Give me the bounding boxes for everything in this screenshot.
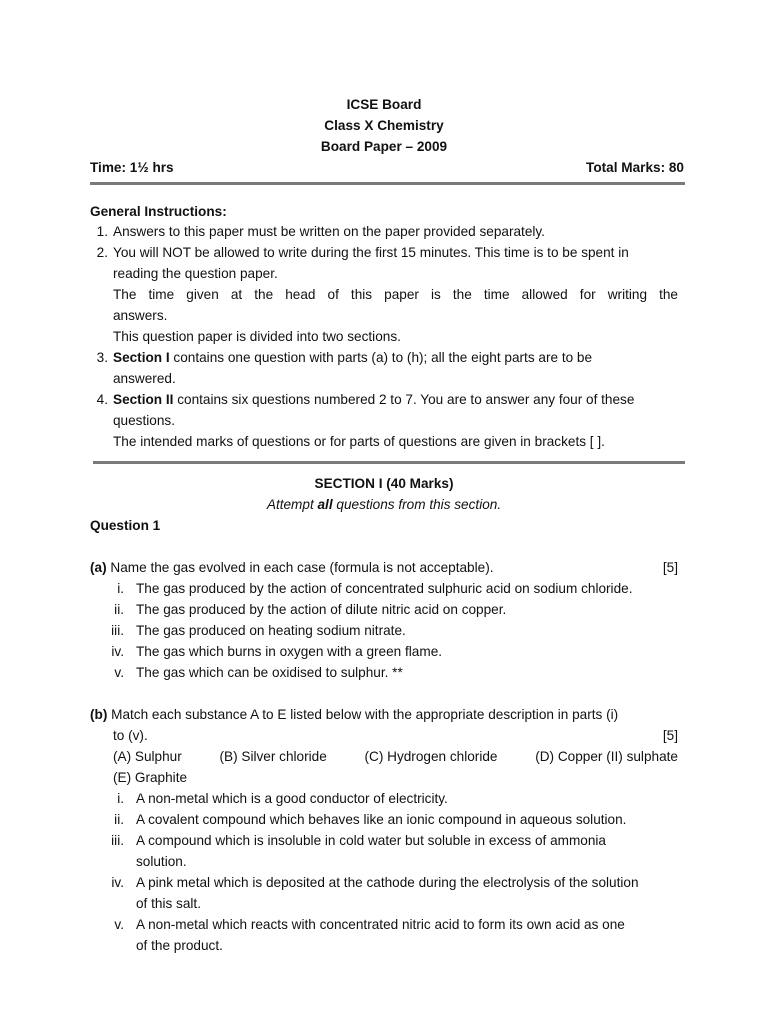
instruction-line: This question paper is divided into two sections. [113,329,401,344]
substance-list: (A) Sulphur (B) Silver chloride (C) Hydrogen chloride (D) Copper (II) sulphate [113,749,678,764]
paper-year-title: Board Paper – 2009 [320,139,448,154]
instructions-heading: General Instructions: [90,204,227,219]
time-allowed: Time: 1½ hrs [90,160,174,175]
list-item-cont: of the product. [136,938,223,953]
board-title: ICSE Board [346,97,422,112]
part-a-prompt: (a) Name the gas evolved in each case (formula is not acceptable). [5] [90,557,678,578]
instruction-line: reading the question paper. [113,266,278,281]
section-instruction: Attempt all questions from this section. [266,497,502,512]
instruction-line: answers. [113,308,168,323]
substance-e: (E) Graphite [113,770,188,785]
question-heading: Question 1 [90,518,161,533]
instruction-line: questions. [113,413,175,428]
instruction-line: The time given at the head of this paper is the time allowed for writing the [113,287,678,302]
part-b-marks: [5] [662,728,678,743]
instruction-line: answered. [113,371,176,386]
instruction-line: The intended marks of questions or for parts of questions are given in brackets [ ]. [113,434,605,449]
section-divider [93,461,685,464]
class-subject-title: Class X Chemistry [324,118,444,133]
part-b-prompt-cont: to (v). [5] [113,725,678,746]
section-title: SECTION I (40 Marks) [314,476,454,491]
exam-paper-page: ICSE Board Class X Chemistry Board Paper – 2009 Time: 1½ hrs Total Marks: 80 General Instructions: 1. Answers to this paper must be written on the paper provided separately. 2. You will NOT be allowed to write during the first 15 minutes. This time is to be spent in reading the question paper. The time given at the head of this paper is the time allowed for writing the answers. This question paper is divided into two sections. 3. Section I contains one question with parts (a) to (h); all the eight parts are to be answered. 4. Section II contains six questions numbered 2 to 7. You are to answer any four of these questions. The intended marks of questions or for parts of questions are given in brackets [ ]. SECTION I (40 Marks) Attempt all questions from this section. Question 1 (a) Name the gas evolved in each case (formula is not acceptable). [5] i. The gas produced by the action of concentrated sulphuric acid on sodium chloride. ii. The gas produced by the action of dilute nitric acid on copper. iii. The gas produced on heating sodium nitrate. iv. The gas which burns in oxygen with a green flame. v. The gas which can be oxidised to sulphur. ** (b) Match each substance A to E listed below with the appropriate description in parts (i) to (v). [5] (A) Sulphur (B) Silver chloride (C) Hydrogen chloride (D) Copper (II) sulphate (E) Graphite i. A non-metal which is a good conductor of electricity. ii. A covalent compound which behaves like an ionic compound in aqueous solution. iii. A compound which is insoluble in cold water but soluble in excess of ammonia solution. iv. A pink metal which is deposited at the cathode during the electrolysis of the solution of this salt. v. A non-metal which reacts with concentrated nitric acid to form its own acid as one of the product. [0,0,768,1024]
list-item-cont: solution. [136,854,187,869]
part-a-marks: [5] [662,560,678,575]
header-divider [90,182,685,185]
part-b-prompt: (b) Match each substance A to E listed below with the appropriate description in parts (i) [90,707,619,722]
list-item-cont: of this salt. [136,896,201,911]
total-marks: Total Marks: 80 [586,160,684,175]
